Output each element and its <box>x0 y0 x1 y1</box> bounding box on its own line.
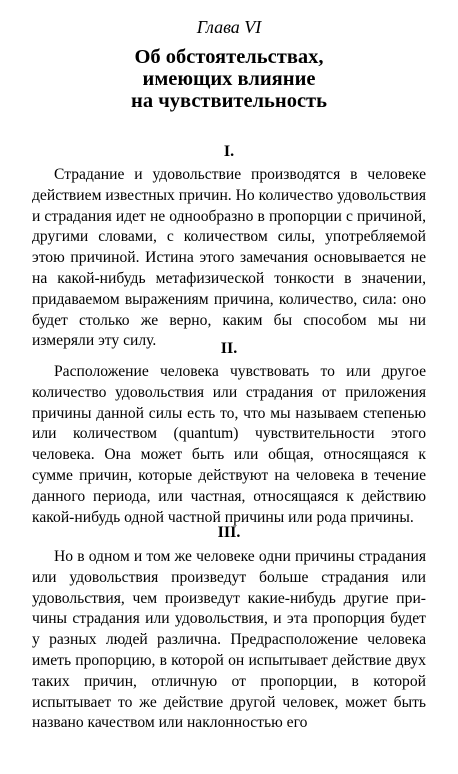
chapter-title-line: имеющих влияние <box>142 68 316 90</box>
chapter-label: Глава VI <box>196 17 262 37</box>
chapter-title <box>0 46 458 112</box>
section-number: I. <box>223 143 235 160</box>
section-paragraph: Страдание и удовольствие производятся в человеке действием известных причин. Но количество удовольствия и страдания идет не однообразно в пропорции с причиной, другими словами, с количеством силы, употребляемой этою причиной. Истина этого замечания основывается не на какой-нибудь метафизической тонкости в значении, придаваемом выражениям причина, количество, сила: оно будет столько же верно, каким бы способом мы ни измеряли эту силу. <box>32 166 426 350</box>
section-paragraph: Расположение человека чувствовать то или другое количество удовольствия или страдания от приложения причины данной силы есть то, что мы называем степенью или количеством (quantum) чувствительности этого человека. Она может быть или общая, относящаяся к сумме причин, которые действуют на человека в течение данного периода, или частная, относящаяся к действию какой-нибудь одной частной причины или рода причины. <box>32 363 426 526</box>
section-number: III. <box>217 524 241 541</box>
section-number: II. <box>220 340 238 357</box>
section-paragraph: Но в одном и том же человеке одни причины страдания или удовольствия произведут больше страдания или удовольствия, чем произведут какие-нибудь другие причины страдания или удовольствия, и эта пропорция будет у разных людей различна. Предрасположение человека иметь пропорцию, в которой он испытывает действие двух таких причин, отличную от пропорции, в которой испытывает то же действие другой человек, может быть названо качеством или наклонностью его <box>32 548 426 732</box>
chapter-title-line: Об обстоятельствах, <box>134 46 324 68</box>
chapter-title-line: на чувствительность <box>131 90 327 112</box>
